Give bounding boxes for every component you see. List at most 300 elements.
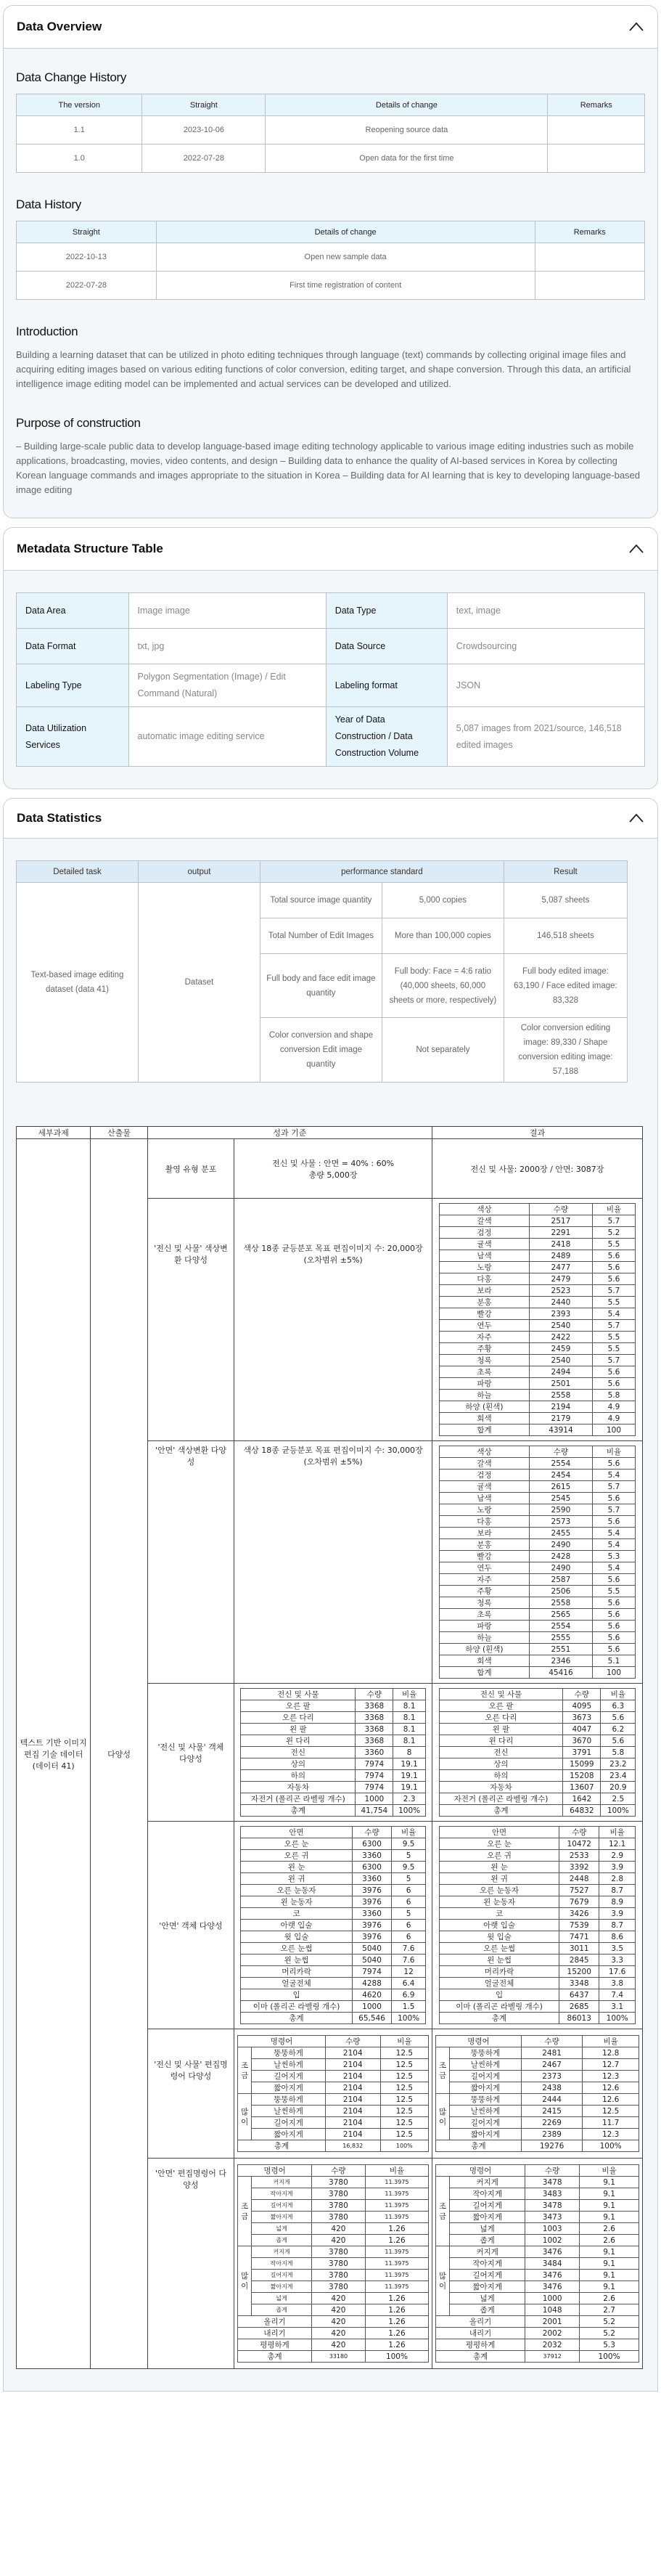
metadata-value: Image image — [128, 593, 326, 629]
inner-row — [241, 1758, 426, 1770]
inner-cell: 19.1 — [393, 1782, 425, 1793]
inner-cell: 길어지게 — [450, 2117, 522, 2129]
inner-row — [436, 2047, 639, 2059]
inner-cell: 3483 — [525, 2188, 580, 2200]
inner-cell: 5.4 — [592, 1308, 636, 1320]
inner-header: 안면 — [439, 1827, 559, 1838]
inner-cell: 입 — [439, 1989, 559, 2001]
chevron-up-icon[interactable] — [628, 22, 644, 32]
inner-cell: 2454 — [530, 1470, 592, 1481]
inner-cell: 합계 — [439, 1667, 530, 1679]
korean-statistics-table — [16, 1126, 643, 2369]
inner-cell: 6 — [392, 1885, 426, 1896]
inner-cell: 12.5 — [380, 2094, 428, 2106]
inner-cell: 2346 — [530, 1655, 592, 1667]
inner-cell: 커지게 — [252, 2177, 312, 2188]
inner-cell: 자동차 — [439, 1782, 563, 1793]
table-cell — [548, 144, 645, 173]
inner-row — [439, 1227, 636, 1239]
inner-cell: 5 — [392, 1850, 426, 1862]
inner-cell: 뚱뚱하게 — [252, 2047, 326, 2059]
inner-cell: 왼 눈 — [241, 1862, 352, 1873]
inner-row — [439, 1747, 636, 1758]
inner-header: 비율 — [599, 1827, 636, 1838]
inner-cell: 1.26 — [365, 2339, 428, 2351]
inner-cell: 5.6 — [592, 1574, 636, 1586]
inner-row — [439, 1458, 636, 1470]
inner-row — [241, 1850, 426, 1862]
table-cell: 146,518 sheets — [504, 918, 627, 954]
inner-cell: 3476 — [525, 2246, 580, 2258]
table-cell: 5,000 copies — [382, 883, 504, 918]
inner-cell: 하의 — [439, 1770, 563, 1782]
inner-cell: 2.9 — [599, 1850, 636, 1862]
inner-cell: 11.3975 — [365, 2258, 428, 2270]
inner-cell: 100% — [599, 2013, 636, 2024]
total-label: 총계 — [436, 2351, 525, 2363]
table-cell: Full body and face edit image quantity — [260, 954, 382, 1018]
inner-table — [439, 1203, 636, 1436]
change-history-table — [16, 94, 645, 173]
inner-cell: 2002 — [525, 2328, 580, 2339]
inner-cell: 코 — [241, 1908, 352, 1920]
inner-cell: 2179 — [530, 1413, 592, 1424]
criterion-label: '안면' 색상변환 다양성 — [147, 1441, 234, 1684]
inner-cell: 2418 — [530, 1239, 592, 1250]
inner-cell: 7471 — [559, 1931, 599, 1943]
inner-cell: 4095 — [563, 1700, 601, 1712]
inner-cell: 2489 — [530, 1250, 592, 1262]
inner-cell: 전신 — [241, 1747, 356, 1758]
inner-cell: 17.6 — [599, 1966, 636, 1978]
inner-cell: 2104 — [325, 2106, 380, 2117]
criterion-standard — [234, 1139, 432, 1199]
inner-cell: 7.6 — [392, 1955, 426, 1966]
inner-cell: 날씬하게 — [450, 2059, 522, 2071]
data-overview-panel — [3, 5, 658, 518]
inner-cell: 좁게 — [450, 2235, 525, 2246]
inner-cell: 청록 — [439, 1355, 530, 1366]
table-cell — [535, 243, 645, 272]
inner-cell: 작아지게 — [450, 2188, 525, 2200]
inner-cell: 상의 — [241, 1758, 356, 1770]
inner-cell: 15208 — [563, 1770, 601, 1782]
inner-row — [241, 1782, 426, 1793]
inner-row — [241, 1920, 426, 1931]
inner-cell: 2455 — [530, 1528, 592, 1539]
inner-cell: 커지게 — [450, 2246, 525, 2258]
inner-cell: 2554 — [530, 1621, 592, 1632]
inner-cell: 다홍 — [439, 1516, 530, 1528]
inner-header: 비율 — [601, 1689, 636, 1700]
inner-cell: 하늘 — [439, 1632, 530, 1644]
total-row — [436, 2351, 639, 2363]
inner-cell: 420 — [311, 2339, 365, 2351]
inner-cell: 5.5 — [592, 1297, 636, 1308]
inner-cell: 좁게 — [252, 2235, 312, 2246]
inner-cell: 길어지게 — [450, 2270, 525, 2281]
data-statistics-header[interactable] — [4, 799, 657, 839]
inner-cell: 12.6 — [583, 2082, 639, 2094]
inner-row — [241, 1943, 426, 1955]
inner-row — [241, 2013, 426, 2024]
inner-row — [439, 1481, 636, 1493]
inner-cell: 2481 — [521, 2047, 582, 2059]
inner-cell: 2373 — [521, 2071, 582, 2082]
inner-row — [439, 1712, 636, 1724]
inner-header: 전신 및 사물 — [439, 1689, 563, 1700]
inner-cell: 7974 — [356, 1770, 393, 1782]
inner-cell: 2501 — [530, 1378, 592, 1390]
inner-cell: 올리기 — [436, 2316, 525, 2328]
table-cell: Full body edited image: 63,190 / Face edited image: 83,328 — [504, 954, 627, 1018]
metadata-header[interactable] — [4, 528, 657, 571]
inner-cell: 8.1 — [393, 1735, 425, 1747]
inner-cell: 3780 — [311, 2200, 365, 2212]
inner-cell: 자전거 (폴리곤 라벨링 개수) — [241, 1793, 356, 1805]
data-history-table — [16, 221, 645, 300]
inner-cell: 2490 — [530, 1562, 592, 1574]
inner-cell: 오른 눈썹 — [439, 1943, 559, 1955]
inner-cell: 420 — [311, 2235, 365, 2246]
inner-cell: 6.4 — [392, 1978, 426, 1989]
inner-cell: 5.6 — [592, 1609, 636, 1621]
inner-cell: 2545 — [530, 1493, 592, 1504]
column-header: Details of change — [266, 94, 548, 116]
inner-cell: 3484 — [525, 2258, 580, 2270]
group-label: 조금 — [436, 2177, 450, 2246]
table-cell: Full body: Face = 4:6 ratio (40,000 sheets, 60,000 sheets or more, respectively) — [382, 954, 504, 1018]
inner-cell: 오른 눈 — [241, 1838, 352, 1850]
column-header: 성과 기준 — [147, 1127, 432, 1139]
column-header: performance standard — [260, 861, 504, 883]
inner-row — [439, 1978, 636, 1989]
inner-row — [439, 1262, 636, 1273]
metadata-value: automatic image editing service — [128, 707, 326, 767]
inner-cell: 12.5 — [380, 2059, 428, 2071]
inner-row — [436, 2071, 639, 2082]
section-title: Data Change History — [16, 70, 127, 84]
inner-cell: 2104 — [325, 2082, 380, 2094]
inner-cell: 내리기 — [436, 2328, 525, 2339]
criterion-label: '전신 및 사물' 객체 다양성 — [147, 1684, 234, 1822]
inner-cell: 2523 — [530, 1285, 592, 1297]
data-overview-header[interactable] — [4, 6, 657, 49]
inner-cell: 커지게 — [450, 2177, 525, 2188]
inner-row — [241, 1885, 426, 1896]
inner-cell: 6300 — [352, 1862, 392, 1873]
inner-cell: 왼 눈썹 — [241, 1955, 352, 1966]
metadata-key: Data Area — [17, 593, 129, 629]
inner-cell: 12.3 — [583, 2071, 639, 2082]
metadata-key: Data Source — [326, 629, 447, 664]
inner-cell: 길어지게 — [252, 2270, 312, 2281]
inner-cell: 12.5 — [380, 2071, 428, 2082]
inner-row — [439, 1597, 636, 1609]
inner-cell: 7679 — [559, 1896, 599, 1908]
inner-cell: 5.8 — [601, 1747, 636, 1758]
chevron-up-icon[interactable] — [628, 813, 644, 823]
inner-row — [439, 1355, 636, 1366]
inner-cell: 5.6 — [592, 1273, 636, 1285]
total-ratio: 100% — [365, 2351, 428, 2363]
inner-cell: 5 — [392, 1908, 426, 1920]
inner-cell: 5.4 — [592, 1539, 636, 1551]
inner-cell: 5.7 — [592, 1285, 636, 1297]
inner-cell: 7974 — [356, 1782, 393, 1793]
inner-cell: 짧아지게 — [252, 2129, 326, 2140]
metadata-key: Labeling format — [326, 664, 447, 707]
inner-cell: 3791 — [563, 1747, 601, 1758]
inner-cell: 4047 — [563, 1724, 601, 1735]
inner-header: 수량 — [325, 2036, 380, 2047]
inner-row — [238, 2339, 429, 2351]
inner-cell: 5.3 — [592, 1551, 636, 1562]
inner-cell: 왼 눈동자 — [241, 1896, 352, 1908]
criterion-standard — [234, 2029, 432, 2159]
inner-cell: 보라 — [439, 1528, 530, 1539]
inner-cell: 420 — [311, 2293, 365, 2304]
inner-cell: 8.7 — [599, 1885, 636, 1896]
metadata-value: txt, jpg — [128, 629, 326, 664]
inner-row — [238, 2059, 429, 2071]
inner-cell: 자주 — [439, 1574, 530, 1586]
inner-header: 수량 — [530, 1446, 592, 1458]
command-table — [237, 2035, 429, 2152]
inner-row — [436, 2304, 639, 2316]
inner-row — [439, 1539, 636, 1551]
inner-row — [439, 1931, 636, 1943]
section-title: Purpose of construction — [16, 416, 141, 430]
inner-cell: 1.26 — [365, 2328, 428, 2339]
inner-cell: 23.4 — [601, 1770, 636, 1782]
metadata-key: Data Format — [17, 629, 129, 664]
inner-row — [241, 1747, 426, 1758]
inner-row — [238, 2270, 429, 2281]
inner-cell: 연두 — [439, 1562, 530, 1574]
inner-row — [238, 2094, 429, 2106]
inner-row — [436, 2106, 639, 2117]
inner-row — [436, 2094, 639, 2106]
inner-row — [439, 1908, 636, 1920]
column-header: The version — [17, 94, 142, 116]
inner-cell: 5.6 — [592, 1458, 636, 1470]
column-header: Straight — [142, 94, 266, 116]
inner-row — [238, 2117, 429, 2129]
section-title: Data History — [16, 197, 81, 211]
purpose-text: – Building large-scale public data to develop language-based image editing technology applicable to various image editing industries such as mobile applications, broadcasting, movies, video contents, and design – Building data to enhance the quality of AI-based services in Korea by collecting Korean language commands and images appropriate to the situation in Korea – Building data for AI learning that is key to developing language-based image editing — [16, 441, 641, 495]
inner-cell: 왼 눈동자 — [439, 1896, 559, 1908]
inner-cell: 8.1 — [393, 1700, 425, 1712]
inner-cell: 왼 귀 — [439, 1873, 559, 1885]
inner-cell: 2415 — [521, 2106, 582, 2117]
inner-cell: 2104 — [325, 2094, 380, 2106]
inner-cell: 갈색 — [439, 1215, 530, 1227]
inner-cell: 5.1 — [592, 1655, 636, 1667]
inner-cell: 5.2 — [592, 1227, 636, 1239]
inner-cell: 5.6 — [601, 1712, 636, 1724]
inner-cell: 1.26 — [365, 2235, 428, 2246]
inner-cell: 7539 — [559, 1920, 599, 1931]
inner-header: 비율 — [392, 1827, 426, 1838]
inner-cell: 이마 (폴리곤 라벨링 개수) — [439, 2001, 559, 2013]
inner-cell: 11.3975 — [365, 2188, 428, 2200]
inner-row — [241, 1770, 426, 1782]
column-header: output — [138, 861, 260, 883]
inner-cell: 3360 — [356, 1747, 393, 1758]
inner-row — [241, 1793, 426, 1805]
inner-row — [238, 2304, 429, 2316]
inner-cell: 5.6 — [592, 1366, 636, 1378]
inner-cell: 넓게 — [450, 2223, 525, 2235]
inner-cell: 평평하게 — [238, 2339, 312, 2351]
inner-cell: 45416 — [530, 1667, 592, 1679]
inner-row — [439, 1401, 636, 1413]
inner-row — [439, 1504, 636, 1516]
inner-row — [439, 1667, 636, 1679]
table-cell: 2023-10-06 — [142, 116, 266, 144]
inner-cell: 5.5 — [592, 1586, 636, 1597]
inner-cell: 3478 — [525, 2177, 580, 2188]
inner-cell: 갈색 — [439, 1458, 530, 1470]
inner-row — [238, 2212, 429, 2223]
inner-cell: 2.3 — [393, 1793, 425, 1805]
inner-cell: 2.6 — [580, 2293, 639, 2304]
inner-row — [439, 1343, 636, 1355]
inner-cell: 11.7 — [583, 2117, 639, 2129]
inner-cell: 12.5 — [380, 2047, 428, 2059]
inner-row — [439, 1920, 636, 1931]
inner-cell: 2477 — [530, 1262, 592, 1273]
inner-row — [439, 1366, 636, 1378]
inner-cell: 19.1 — [393, 1770, 425, 1782]
inner-cell: 짧아지게 — [252, 2212, 312, 2223]
command-table — [435, 2164, 639, 2363]
inner-row — [439, 1424, 636, 1436]
inner-cell: 2506 — [530, 1586, 592, 1597]
table-cell: 2022-10-13 — [17, 243, 157, 272]
inner-cell: 분홍 — [439, 1297, 530, 1308]
inner-cell: 3780 — [311, 2246, 365, 2258]
total-value: 16,832 — [325, 2140, 380, 2152]
total-ratio: 100% — [580, 2351, 639, 2363]
inner-cell: 3368 — [356, 1700, 393, 1712]
criterion-label: '안면' 편집명령어 다양성 — [147, 2159, 234, 2369]
inner-row — [241, 1978, 426, 1989]
inner-header: 수량 — [356, 1689, 393, 1700]
inner-cell: 아랫 입술 — [439, 1920, 559, 1931]
inner-cell: 12.5 — [583, 2106, 639, 2117]
inner-cell: 9.5 — [392, 1838, 426, 1850]
inner-cell: 왼 팔 — [241, 1724, 356, 1735]
inner-cell: 3976 — [352, 1885, 392, 1896]
inner-row — [439, 1758, 636, 1770]
criterion-standard: 색상 18종 균등분포 목표 편집이미지 수: 20,000장 (오차범위 ±5%) — [234, 1199, 432, 1441]
total-label: 총계 — [238, 2351, 312, 2363]
inner-cell: 7974 — [352, 1966, 392, 1978]
inner-row — [238, 2235, 429, 2246]
inner-cell: 11.3975 — [365, 2281, 428, 2293]
inner-cell: 3976 — [352, 1896, 392, 1908]
table-row — [17, 144, 645, 173]
inner-cell: 6.3 — [601, 1700, 636, 1712]
inner-row — [238, 2293, 429, 2304]
inner-cell: 5.8 — [592, 1390, 636, 1401]
inner-cell: 2533 — [559, 1850, 599, 1862]
inner-header: 비율 — [393, 1689, 425, 1700]
inner-cell: 아랫 입술 — [241, 1920, 352, 1931]
inner-cell: 6 — [392, 1931, 426, 1943]
panel-title: Data Overview — [17, 20, 102, 33]
inner-cell: 12.5 — [380, 2082, 428, 2094]
inner-cell: 짧아지게 — [252, 2082, 326, 2094]
inner-cell: 3673 — [563, 1712, 601, 1724]
column-header: Remarks — [535, 221, 645, 243]
inner-cell: 하양 (흰색) — [439, 1644, 530, 1655]
inner-row — [436, 2059, 639, 2071]
inner-cell: 3368 — [356, 1724, 393, 1735]
column-header: Result — [504, 861, 627, 883]
inner-cell: 2590 — [530, 1504, 592, 1516]
inner-row — [439, 1493, 636, 1504]
inner-cell: 12.5 — [380, 2129, 428, 2140]
inner-cell: 2104 — [325, 2047, 380, 2059]
chevron-up-icon[interactable] — [628, 544, 644, 554]
inner-cell: 5.6 — [601, 1735, 636, 1747]
inner-cell: 2104 — [325, 2059, 380, 2071]
inner-header-row — [439, 1827, 636, 1838]
inner-cell: 좁게 — [252, 2304, 312, 2316]
criterion-label: '안면' 객체 다양성 — [147, 1822, 234, 2029]
total-value: 37912 — [525, 2351, 580, 2363]
inner-cell: 3780 — [311, 2188, 365, 2200]
command-table — [237, 2164, 429, 2363]
inner-cell: 길어지게 — [450, 2200, 525, 2212]
inner-cell: 12.3 — [583, 2129, 639, 2140]
inner-cell: 9.1 — [580, 2258, 639, 2270]
inner-cell: 하양 (흰색) — [439, 1401, 530, 1413]
inner-row — [439, 1644, 636, 1655]
inner-cell: 3780 — [311, 2281, 365, 2293]
inner-cell: 3976 — [352, 1931, 392, 1943]
inner-cell: 검정 — [439, 1470, 530, 1481]
inner-row — [439, 1724, 636, 1735]
inner-cell: 5.6 — [592, 1516, 636, 1528]
inner-cell: 작아지게 — [252, 2258, 312, 2270]
inner-header-row — [241, 1689, 426, 1700]
inner-row — [436, 2188, 639, 2200]
inner-cell: 총계 — [241, 1805, 356, 1817]
inner-row — [439, 1470, 636, 1481]
inner-cell: 11.3975 — [365, 2270, 428, 2281]
inner-cell: 코 — [439, 1908, 559, 1920]
inner-cell: 41,754 — [356, 1805, 393, 1817]
inner-cell: 9.1 — [580, 2212, 639, 2223]
inner-row — [439, 1609, 636, 1621]
inner-cell: 6.2 — [601, 1724, 636, 1735]
inner-row — [439, 1239, 636, 1250]
criterion-result — [432, 2029, 643, 2159]
inner-cell: 15099 — [563, 1758, 601, 1770]
metadata-value: Crowdsourcing — [447, 629, 644, 664]
inner-cell: 2104 — [325, 2129, 380, 2140]
panel-title: Data Statistics — [17, 811, 102, 825]
metadata-key: Labeling Type — [17, 664, 129, 707]
inner-cell: 짧아지게 — [450, 2129, 522, 2140]
table-cell — [548, 116, 645, 144]
criterion-result — [432, 2159, 643, 2369]
criterion-standard — [234, 1822, 432, 2029]
